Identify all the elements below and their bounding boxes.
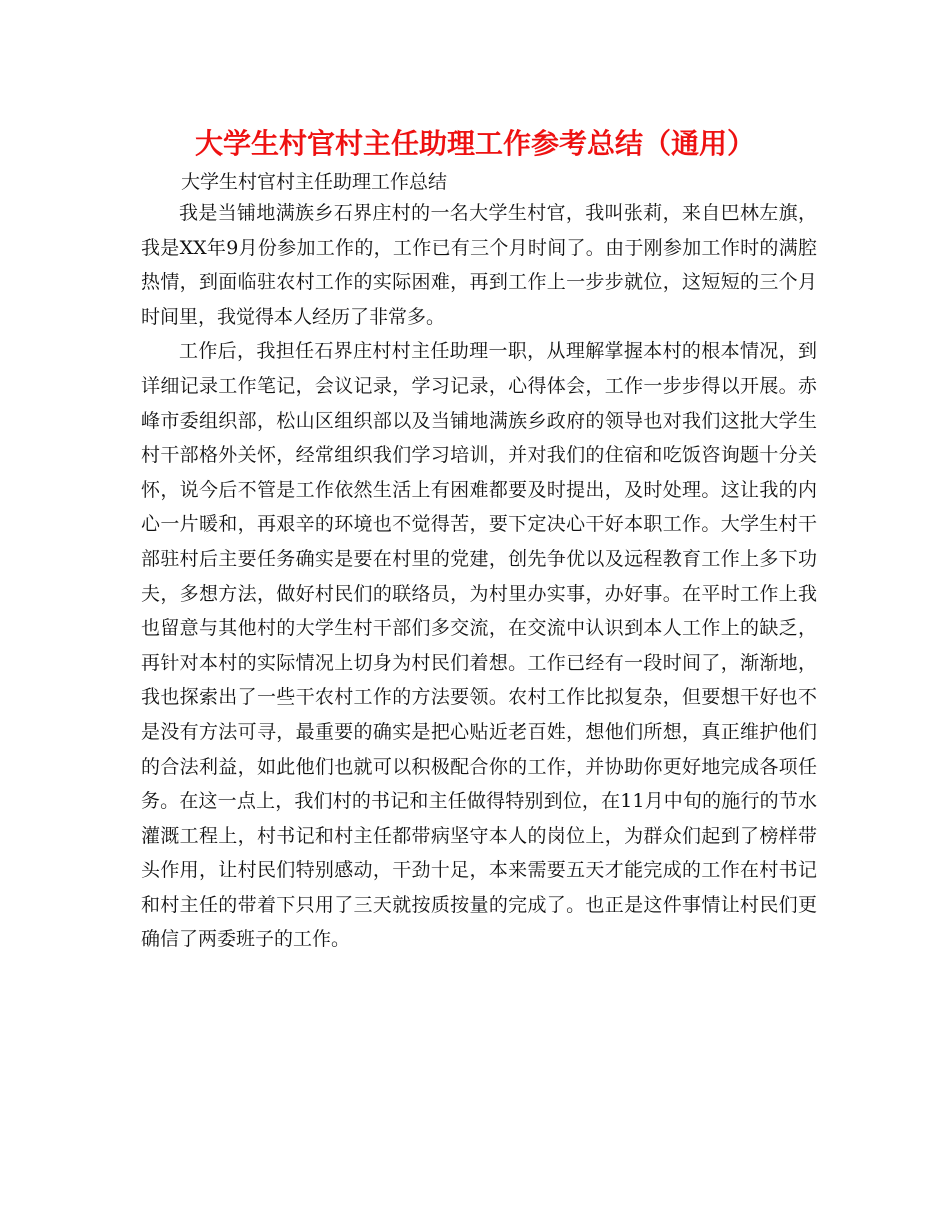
paragraph-work: 工作后，我担任石界庄村村主任助理一职，从理解掌握本村的根本情况，到详细记录工作笔记，会议记录，学习记录，心得体会，工作一步步得以开展。赤峰市委组织部，松山区组织部以及当铺地满族乡政府的领导也对我们这批大学生村干部格外关怀，经常组织我们学习培训，并对我们的住宿和吃饭咨询题十分关怀，说今后不管是工作依然生活上有困难都要及时提出，及时处理。这让我的内心一片暖和，再艰辛的环境也不觉得苦，要下定决心干好本职工作。大学生村干部驻村后主要任务确实是要在村里的党建，创先争优以及远程教育工作上多下功夫，多想方法，做好村民们的联络员，为村里办实事，办好事。在平时工作上我也留意与其他村的大学生村干部们多交流，在交流中认识到本人工作上的缺乏，再针对本村的实际情况上切身为村民们着想。工作已经有一段时间了，渐渐地，我也探索出了一些干农村工作的方法要领。农村工作比拟复杂，但要想干好也不是没有方法可寻，最重要的确实是把心贴近老百姓，想他们所想，真正维护他们的合法利益，如此他们也就可以积极配合你的工作，并协助你更好地完成各项任务。在这一点上，我们村的书记和主任做得特别到位，在11月中旬的施行的节水灌溉工程上，村书记和村主任都带病坚守本人的岗位上，为群众们起到了榜样带头作用，让村民们特别感动，干劲十足，本来需要五天才能完成的工作在村书记和村主任的带着下只用了三天就按质按量的完成了。也正是这件事情让村民们更确信了两委班子的工作。 bbox=[141, 340, 817, 951]
document-subtitle: 大学生村官村主任助理工作总结 bbox=[181, 171, 448, 193]
document-body bbox=[141, 196, 817, 957]
document-title: 大学生村官村主任助理工作参考总结（通用） bbox=[194, 127, 755, 160]
paragraph-intro: 我是当铺地满族乡石界庄村的一名大学生村官，我叫张莉，来自巴林左旗，我是XX年9月份参加工作的，工作已有三个月时间了。由于刚参加工作时的满腔热情，到面临驻农村工作的实际困难，再到工作上一步步就位，这短短的三个月时间里，我觉得本人经历了非常多。 bbox=[141, 202, 817, 328]
